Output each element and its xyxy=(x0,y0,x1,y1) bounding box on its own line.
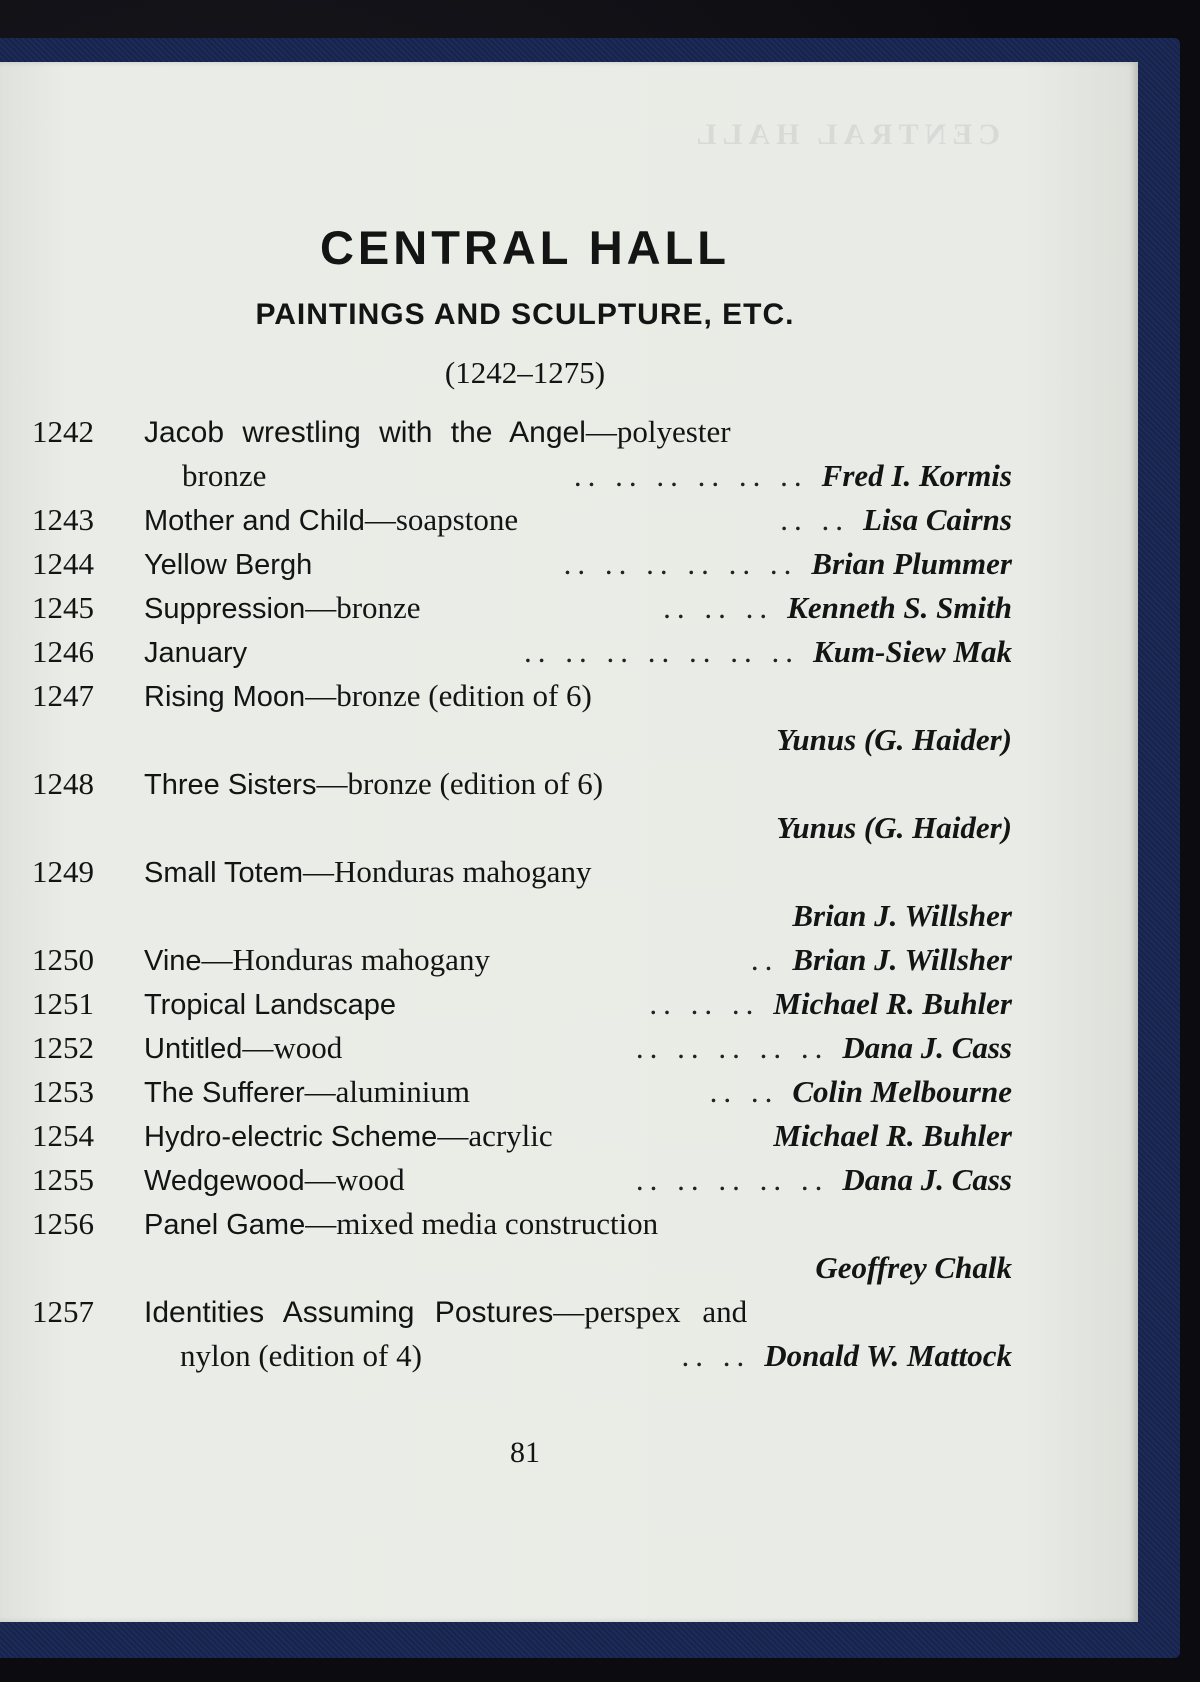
leader-dots: .. .. xyxy=(780,502,849,537)
entry-artist: Brian J. Willsher xyxy=(792,898,1012,933)
leader-dots: .. .. .. xyxy=(649,986,760,1021)
entry-medium: —wood xyxy=(304,1162,405,1197)
entry-title: Wedgewood xyxy=(144,1165,305,1197)
entry-number: 1243 xyxy=(32,502,94,537)
page-title: CENTRAL HALL xyxy=(319,221,731,274)
catalogue-list xyxy=(32,410,1012,1378)
entry-title: Identities Assuming Postures xyxy=(144,1296,554,1329)
leader-dots: .. .. .. .. .. xyxy=(635,1030,829,1065)
entry-number: 1250 xyxy=(32,942,94,977)
entry-medium: —Honduras mahogany xyxy=(201,942,490,977)
catalogue-entry xyxy=(32,982,1012,1026)
entry-artist: Brian J. Willsher xyxy=(792,942,1012,977)
catalogue-entry xyxy=(32,1070,1012,1114)
entry-number: 1256 xyxy=(32,1206,94,1241)
entry-title: January xyxy=(144,637,248,669)
leader-dots: .. .. .. .. .. .. .. xyxy=(524,634,800,669)
entry-medium: —bronze xyxy=(305,590,421,625)
catalogue-entry xyxy=(32,410,1012,498)
entry-artist: Yunus (G. Haider) xyxy=(776,810,1012,845)
entry-number: 1246 xyxy=(32,634,94,669)
entry-artist: Colin Melbourne xyxy=(792,1074,1012,1109)
entry-title: Yellow Bergh xyxy=(144,549,313,581)
entry-artist: Brian Plummer xyxy=(811,546,1012,581)
entry-medium: —Honduras mahogany xyxy=(303,854,592,889)
entry-number: 1257 xyxy=(32,1294,94,1329)
entry-title: Suppression xyxy=(144,593,306,625)
entry-title: Vine xyxy=(144,945,202,977)
catalogue-entry xyxy=(32,630,1012,674)
entry-medium: —bronze (edition of 6) xyxy=(305,678,592,713)
entry-medium: —wood xyxy=(242,1030,343,1065)
catalogue-entry xyxy=(32,1114,1012,1158)
leader-dots: .. .. xyxy=(709,1074,779,1109)
entry-medium: —soapstone xyxy=(364,502,519,537)
entry-number: 1247 xyxy=(32,678,94,713)
entry-artist: Kenneth S. Smith xyxy=(787,590,1012,625)
entry-number: 1254 xyxy=(32,1118,94,1153)
entry-medium: —mixed media construction xyxy=(305,1206,659,1241)
entry-title: Rising Moon xyxy=(144,681,306,713)
catalogue-entry xyxy=(32,762,1012,850)
entry-medium: —perspex and xyxy=(553,1294,748,1329)
entry-artist: Dana J. Cass xyxy=(842,1162,1012,1197)
entry-number: 1248 xyxy=(32,766,94,801)
entry-medium: —polyester xyxy=(585,414,731,449)
catalogue-entry xyxy=(32,674,1012,762)
leader-dots: .. .. .. xyxy=(663,590,774,625)
entry-medium-cont: nylon (edition of 4) xyxy=(180,1338,422,1373)
entry-artist: Donald W. Mattock xyxy=(764,1338,1012,1373)
entry-title: Panel Game xyxy=(144,1209,306,1241)
leader-dots: .. .. .. .. .. .. xyxy=(573,458,808,493)
page-number: 81 xyxy=(510,1436,540,1469)
entry-number: 1253 xyxy=(32,1074,94,1109)
entry-medium: —acrylic xyxy=(437,1118,553,1153)
entry-title: Three Sisters xyxy=(144,769,317,801)
leader-dots: .. .. .. .. .. xyxy=(635,1162,829,1197)
entry-artist: Geoffrey Chalk xyxy=(815,1250,1012,1285)
catalogue-entry xyxy=(32,542,1012,586)
bleed-through-text: CENTRAL HALL xyxy=(690,118,1000,151)
entry-artist: Kum-Siew Mak xyxy=(813,634,1012,669)
entry-number: 1242 xyxy=(32,414,94,449)
page-subtitle: PAINTINGS AND SCULPTURE, ETC. xyxy=(255,298,795,331)
entry-artist: Yunus (G. Haider) xyxy=(776,722,1012,757)
entry-artist: Fred I. Kormis xyxy=(821,458,1012,493)
entry-artist: Michael R. Buhler xyxy=(773,1118,1012,1153)
entry-title: Jacob wrestling with the Angel xyxy=(144,416,586,449)
catalogue-entry xyxy=(32,850,1012,938)
entry-title: Mother and Child xyxy=(144,505,365,537)
entry-title: The Sufferer xyxy=(144,1077,305,1109)
catalogue-entry xyxy=(32,498,1012,542)
entry-title: Hydro-electric Scheme xyxy=(144,1121,438,1153)
catalogue-entry xyxy=(32,1202,1012,1290)
leader-dots: .. xyxy=(750,942,779,977)
entry-title: Untitled xyxy=(144,1033,243,1065)
entry-medium: —aluminium xyxy=(304,1074,470,1109)
entry-number: 1255 xyxy=(32,1162,94,1197)
catalogue-entry xyxy=(32,1290,1012,1378)
catalogue-entry xyxy=(32,1026,1012,1070)
catalogue-entry xyxy=(32,938,1012,982)
catalogue-entry xyxy=(32,1158,1012,1202)
catalogue-entry xyxy=(32,586,1012,630)
entry-number: 1252 xyxy=(32,1030,94,1065)
leader-dots: .. .. xyxy=(681,1338,751,1373)
entry-number: 1249 xyxy=(32,854,94,889)
entry-number: 1251 xyxy=(32,986,94,1021)
entry-artist: Dana J. Cass xyxy=(842,1030,1012,1065)
entry-artist: Lisa Cairns xyxy=(862,502,1012,537)
entry-medium: —bronze (edition of 6) xyxy=(316,766,604,801)
catalogue-range: (1242–1275) xyxy=(444,355,606,390)
entry-title: Small Totem xyxy=(144,857,304,889)
entry-number: 1244 xyxy=(32,546,94,581)
leader-dots: .. .. .. .. .. .. xyxy=(563,546,798,581)
entry-title: Tropical Landscape xyxy=(144,989,397,1021)
entry-medium-cont: bronze xyxy=(182,458,267,493)
entry-artist: Michael R. Buhler xyxy=(773,986,1012,1021)
entry-number: 1245 xyxy=(32,590,94,625)
